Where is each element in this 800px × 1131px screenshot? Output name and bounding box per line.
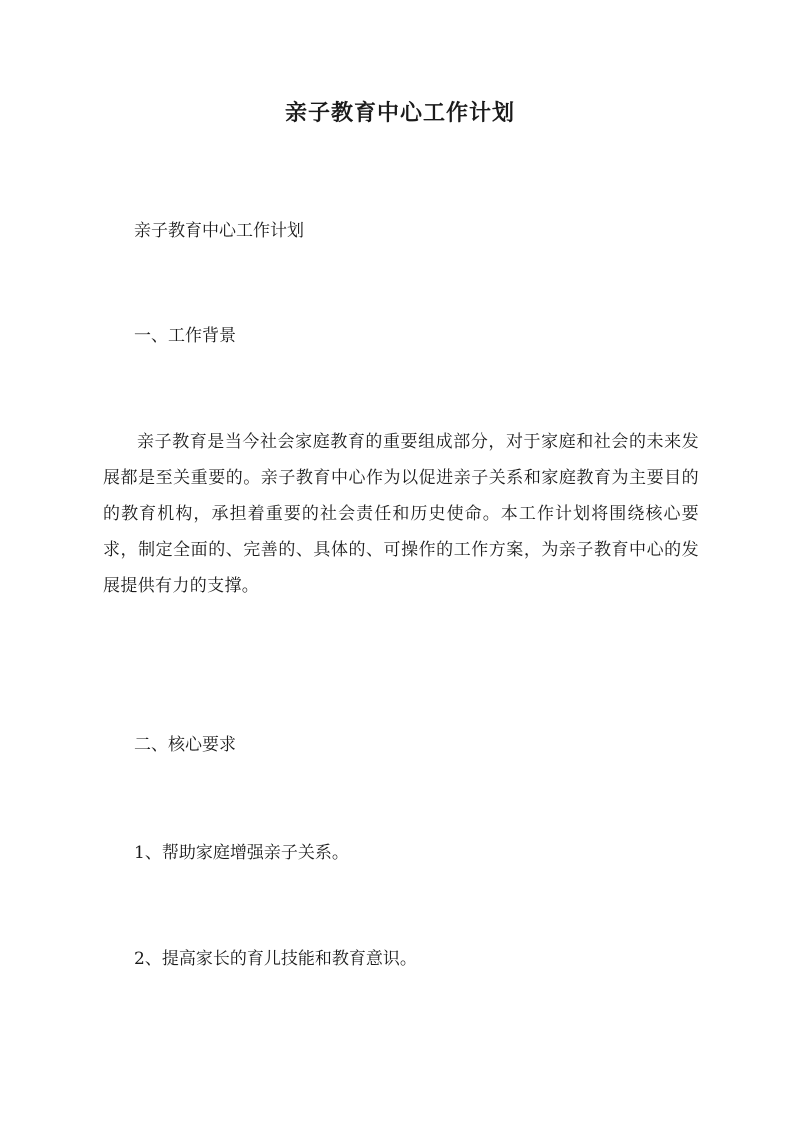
document-subtitle: 亲子教育中心工作计划: [134, 221, 304, 241]
document-title: 亲子教育中心工作计划: [284, 100, 515, 126]
section-heading-core-requirements: 二、核心要求: [134, 735, 236, 755]
background-paragraph: 亲子教育是当今社会家庭教育的重要组成部分，对于家庭和社会的未来发展都是至关重要的。亲子教育中心作为以促进亲子关系和家庭教育为主要目的的教育机构，承担着重要的社会责任和历史使命。本工作计划将围绕核心要求，制定全面的、完善的、具体的、可操作的工作方案，为亲子教育中心的发展提供有力的支撑。: [103, 432, 699, 596]
requirement-item: 1、帮助家庭增强亲子关系。: [134, 843, 349, 863]
requirement-item: 2、提高家长的育儿技能和教育意识。: [134, 949, 417, 969]
section-heading-background: 一、工作背景: [134, 326, 236, 346]
